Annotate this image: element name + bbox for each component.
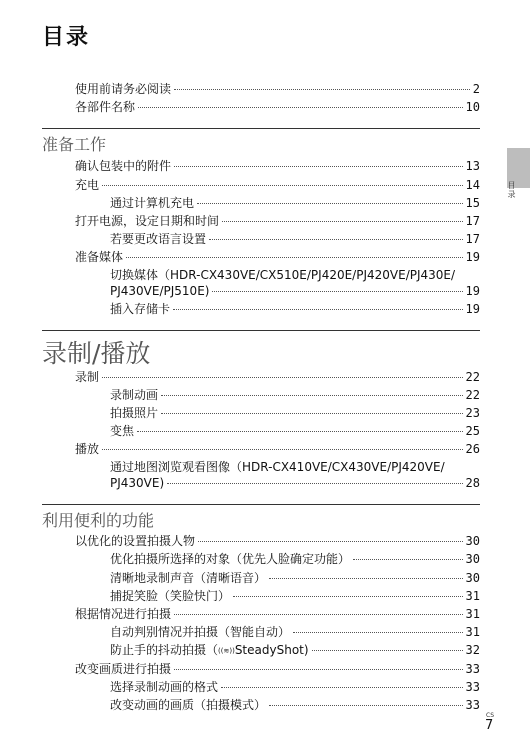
- toc-entry-title: 录制动画: [110, 388, 159, 402]
- toc-entry[interactable]: [110, 423, 480, 439]
- toc-entry-title: 防止手的抖动拍摄（((≋))SteadyShot): [110, 643, 309, 657]
- section-label: 利用便利的功能: [42, 511, 155, 530]
- toc-entry-title: 改变动画的画质（拍摄模式）: [110, 698, 267, 712]
- toc-entry-title: 若要更改语言设置: [110, 232, 207, 246]
- toc-entry-title: 自动判别情况并拍摄（智能自动）: [110, 625, 291, 639]
- toc-page-number: 33: [465, 698, 480, 712]
- toc-entry[interactable]: [75, 99, 480, 115]
- page-title: 目录: [42, 25, 91, 50]
- leader-dots: [233, 596, 463, 597]
- toc-entry[interactable]: [110, 642, 480, 659]
- toc-entry-title: 捕捉笑脸（笑脸快门）: [110, 589, 231, 603]
- toc-entry-title-cont: PJ430VE/PJ510E): [110, 284, 210, 298]
- toc-entry-title: 选择录制动画的格式: [110, 680, 219, 694]
- toc-entry-title: 拍摄照片: [110, 406, 159, 420]
- toc-entry[interactable]: [75, 213, 480, 229]
- toc-entry-title: 录制: [75, 370, 100, 384]
- leader-dots: [102, 185, 463, 186]
- toc-page-number: 25: [465, 424, 480, 438]
- toc-page-number: 31: [465, 625, 480, 639]
- toc-entry-title: 清晰地录制声音（清晰语音）: [110, 571, 267, 585]
- toc-entry-title: 充电: [75, 178, 100, 192]
- toc-page-number: 31: [465, 607, 480, 621]
- toc-entry[interactable]: [75, 533, 480, 549]
- toc-page-number: 17: [465, 214, 480, 228]
- toc-page-number: 31: [465, 589, 480, 603]
- leader-dots: [269, 578, 463, 579]
- toc-entry-title: 变焦: [110, 424, 135, 438]
- page-language-code: CS: [486, 712, 494, 719]
- toc-entry[interactable]: [75, 177, 480, 193]
- toc-page-number: 22: [465, 370, 480, 384]
- toc-entry-title-cont: PJ430VE): [110, 476, 165, 490]
- toc-page-number: 19: [465, 302, 480, 316]
- leader-dots: [137, 431, 463, 432]
- toc-entry[interactable]: [75, 158, 480, 174]
- toc-entry[interactable]: [110, 301, 480, 317]
- toc-page-number: 19: [465, 250, 480, 264]
- leader-dots: [209, 239, 463, 240]
- toc-entry-title: 插入存储卡: [110, 302, 171, 316]
- toc-entry-title: 以优化的设置拍摄人物: [75, 534, 196, 548]
- leader-dots: [161, 413, 463, 414]
- toc-entry[interactable]: [110, 551, 480, 567]
- leader-dots: [197, 203, 463, 204]
- leader-dots: [161, 395, 463, 396]
- toc-entry[interactable]: [110, 570, 480, 586]
- toc-entry[interactable]: [110, 267, 480, 299]
- toc-page-number: 15: [465, 196, 480, 210]
- toc-entry-title: 通过地图浏览观看图像（HDR-CX410VE/CX430VE/PJ420VE/: [110, 460, 445, 474]
- leader-dots: [269, 705, 463, 706]
- section-header: [42, 330, 480, 370]
- toc-entry[interactable]: [110, 624, 480, 640]
- toc-entry[interactable]: [110, 231, 480, 247]
- leader-dots: [174, 89, 470, 90]
- leader-dots: [174, 614, 463, 615]
- leader-dots: [312, 650, 463, 651]
- steadyshot-icon: ((≋)): [218, 647, 235, 655]
- toc-entry-title: 打开电源，设定日期和时间: [75, 214, 220, 228]
- toc-entry[interactable]: [110, 195, 480, 211]
- toc-page-number: 2: [472, 82, 480, 96]
- toc-entry-title: 各部件名称: [75, 100, 136, 114]
- leader-dots: [174, 166, 463, 167]
- side-tab-label: 目录: [507, 181, 516, 199]
- toc-page-number: 23: [465, 406, 480, 420]
- toc-entry[interactable]: [75, 249, 480, 265]
- leader-dots: [174, 669, 463, 670]
- toc-entry-title: 切换媒体（HDR-CX430VE/CX510E/PJ420E/PJ420VE/PJ430E/: [110, 268, 456, 282]
- section-label: 录制/播放: [42, 339, 151, 368]
- toc-entry[interactable]: [110, 588, 480, 604]
- toc-page-number: 17: [465, 232, 480, 246]
- toc-page-number: 14: [465, 178, 480, 192]
- toc-page-number: 28: [465, 476, 480, 490]
- toc-entry-title: 准备媒体: [75, 250, 124, 264]
- leader-dots: [167, 483, 462, 484]
- toc-entry[interactable]: [75, 661, 480, 677]
- section-header: [42, 128, 480, 155]
- toc-entry-title: 根据情况进行拍摄: [75, 607, 172, 621]
- toc-page-number: 30: [465, 534, 480, 548]
- toc-entry-title: 使用前请务必阅读: [75, 82, 172, 96]
- leader-dots: [173, 309, 463, 310]
- toc-entry[interactable]: [75, 81, 480, 97]
- toc-entry-title: 优化拍摄所选择的对象（优先人脸确定功能）: [110, 552, 351, 566]
- toc-page-number: 13: [465, 159, 480, 173]
- toc-page-number: 10: [465, 100, 480, 114]
- leader-dots: [212, 291, 462, 292]
- toc-entry-title: 改变画质进行拍摄: [75, 662, 172, 676]
- toc-entry[interactable]: [110, 459, 480, 491]
- toc-entry-title: 确认包装中的附件: [75, 159, 172, 173]
- toc-entry[interactable]: [110, 697, 480, 713]
- toc-entry[interactable]: [110, 679, 480, 695]
- toc-page-number: 33: [465, 662, 480, 676]
- leader-dots: [102, 449, 463, 450]
- toc-entry[interactable]: [110, 387, 480, 403]
- leader-dots: [138, 107, 463, 108]
- toc-entry-title: 播放: [75, 442, 100, 456]
- toc-page-number: 32: [465, 643, 480, 657]
- toc-entry[interactable]: [75, 606, 480, 622]
- leader-dots: [198, 541, 463, 542]
- toc-page-number: 30: [465, 571, 480, 585]
- toc-entry-title: 通过计算机充电: [110, 196, 195, 210]
- leader-dots: [221, 687, 463, 688]
- leader-dots: [102, 377, 463, 378]
- toc-page-number: 26: [465, 442, 480, 456]
- toc-page-number: 22: [465, 388, 480, 402]
- toc-page-number: 19: [465, 284, 480, 298]
- toc-entry[interactable]: [110, 405, 480, 421]
- toc-entry[interactable]: [75, 369, 480, 385]
- toc-page-number: 30: [465, 552, 480, 566]
- section-header: [42, 504, 480, 531]
- leader-dots: [222, 221, 463, 222]
- toc-entry[interactable]: [75, 441, 480, 457]
- leader-dots: [293, 632, 463, 633]
- leader-dots: [126, 257, 463, 258]
- page-number: 7: [485, 718, 494, 733]
- toc-page-number: 33: [465, 680, 480, 694]
- section-label: 准备工作: [42, 135, 107, 154]
- leader-dots: [353, 559, 463, 560]
